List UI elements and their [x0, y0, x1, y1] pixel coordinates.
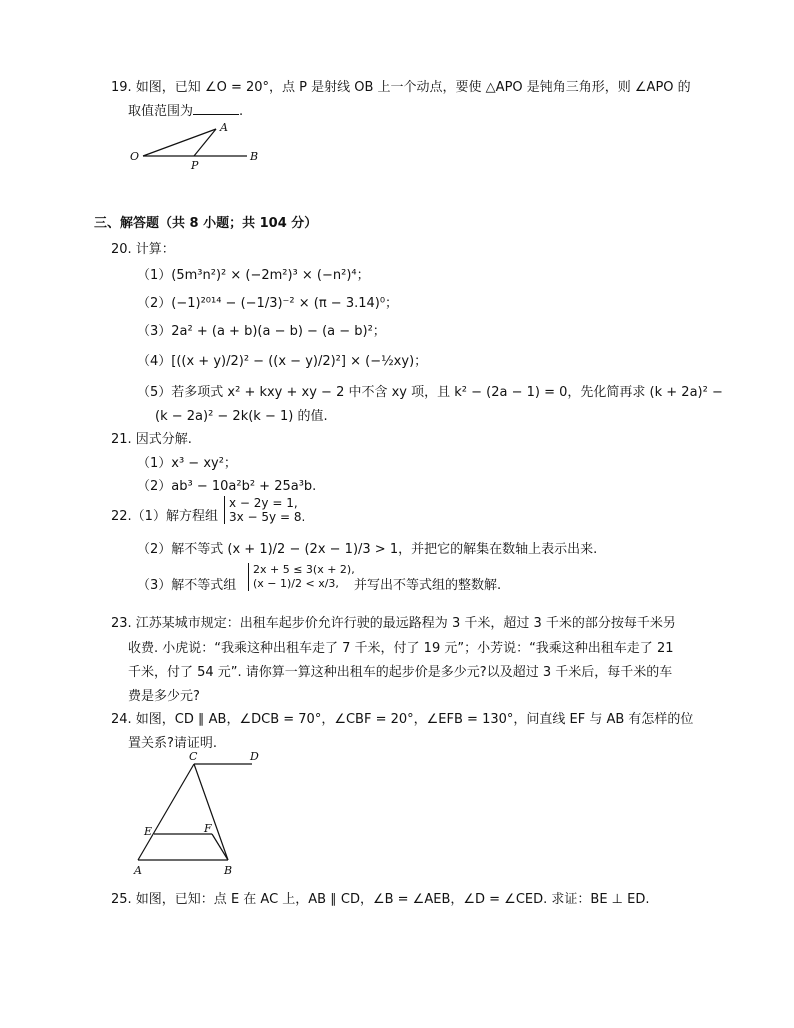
q24-line-2: 置关系?请证明.: [128, 736, 218, 751]
section-title: 三、解答题（共 8 小题；共 104 分）: [94, 216, 318, 231]
label-a: A: [134, 864, 142, 877]
q24-line-1: 24. 如图，CD ∥ AB，∠DCB = 70°，∠CBF = 20°，∠EFB = 130°，问直线 EF 与 AB 有怎样的位: [111, 712, 694, 727]
q25-line: 25. 如图，已知：点 E 在 AC 上，AB ∥ CD，∠B = ∠AEB，∠D = ∠CED. 求证：BE ⊥ ED.: [111, 892, 650, 907]
label-d: D: [250, 750, 259, 763]
q20-head: 20. 计算：: [111, 242, 175, 257]
q22-eq-1: x − 2y = 1,: [229, 496, 298, 510]
label-p: P: [191, 159, 199, 172]
q21-item-1: （1）x³ − xy²；: [137, 456, 237, 471]
q22-eq-2: 3x − 5y = 8.: [229, 510, 306, 524]
segment-cb: [194, 764, 228, 860]
q22-item-3: [137, 574, 236, 593]
label-c: C: [189, 750, 198, 763]
q22-system-1: [224, 496, 305, 524]
segment-ca: [138, 764, 194, 860]
q20-item-1: （1）(5m³n²)² × (−2m²)³ × (−n²)⁴；: [137, 268, 370, 283]
q23-line-1: 23. 江苏某城市规定：出租车起步价允许行驶的最远路程为 3 千米，超过 3 千米的部分按每千米另: [111, 616, 676, 631]
q22-item-3-tail: 并写出不等式组的整数解.: [354, 578, 502, 593]
q21-item-2: （2）ab³ − 10a²b² + 25a³b.: [137, 479, 317, 494]
q22-system-3: [248, 563, 355, 591]
q20-item-2: （2）(−1)²⁰¹⁴ − (−1/3)⁻² × (π − 3.14)⁰；: [137, 296, 399, 311]
q20-item-3: （3）2a² + (a + b)(a − b) − (a − b)²；: [137, 324, 386, 339]
q22-item-1-text: 22.（1）解方程组: [111, 509, 218, 524]
q22-item-2: （2）解不等式 (x + 1)/2 − (2x − 1)/3 > 1，并把它的解集在数轴上表示出来.: [137, 542, 598, 557]
q23-line-3: 千米，付了 54 元”. 请你算一算这种出租车的起步价是多少元?以及超过 3 千米后，每千米的车: [128, 665, 673, 680]
q23-line-2: 收费. 小虎说：“我乘这种出租车走了 7 千米，付了 19 元”；小芳说：“我乘这种出租车走了 21: [128, 641, 674, 656]
q21-head: 21. 因式分解.: [111, 432, 192, 447]
q20-item-4: （4）[((x + y)/2)² − ((x − y)/2)²] × (−½xy)；: [137, 354, 428, 369]
q19-line1: 19. 如图，已知 ∠O = 20°，点 P 是射线 OB 上一个动点，要使 △APO 是钝角三角形，则 ∠APO 的: [111, 80, 691, 95]
q19-line2: [128, 100, 243, 119]
q20-item-5: （5）若多项式 x² + kxy + xy − 2 中不含 xy 项，且 k² − (2a − 1) = 0，先化简再求 (k + 2a)² −: [137, 385, 723, 400]
label-b: B: [250, 150, 259, 163]
label-a: A: [220, 121, 228, 134]
q23-line-4: 费是多少元?: [128, 689, 200, 704]
q20-item-5-cont: (k − 2a)² − 2k(k − 1) 的值.: [155, 409, 328, 424]
q24-figure: [130, 748, 270, 880]
q19-figure: [125, 118, 275, 173]
answer-blank: [193, 102, 239, 115]
q22-ineq-2: (x − 1)/2 < x/3,: [253, 577, 339, 590]
q22-ineq-1: 2x + 5 ≤ 3(x + 2),: [253, 563, 355, 576]
q22-item-3-text: （3）解不等式组: [137, 578, 237, 593]
q19-line2-text: 取值范围为: [128, 104, 194, 119]
label-o: O: [130, 150, 140, 163]
label-b: B: [224, 864, 233, 877]
q19-line2-end: .: [239, 104, 244, 119]
label-f: F: [204, 822, 212, 835]
q22-item-1: [111, 505, 218, 524]
label-e: E: [144, 825, 153, 838]
